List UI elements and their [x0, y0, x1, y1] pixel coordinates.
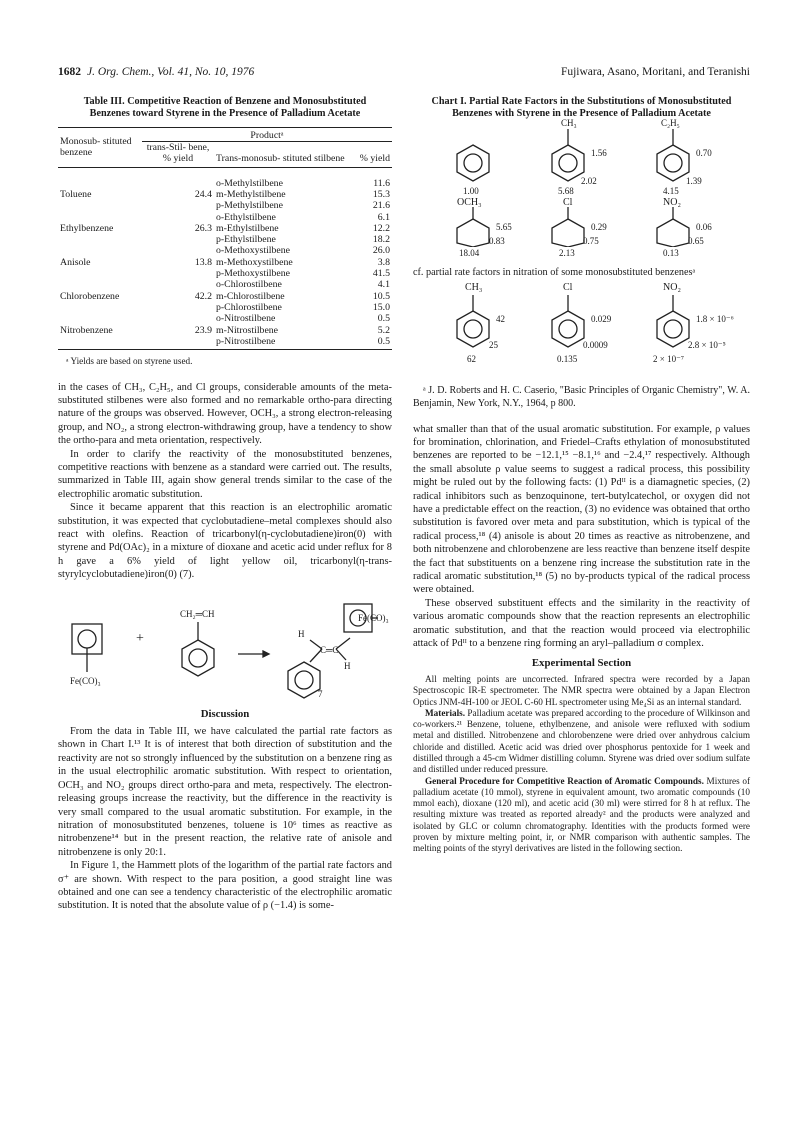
substituent-label: OCH₃: [457, 196, 482, 208]
table3-cell-yield: 26.0: [372, 245, 390, 257]
table3-header-product: Productᵃ: [142, 127, 392, 141]
fe-co3-label: Fe(CO)₃: [358, 612, 389, 623]
table3-cell-product: m-Nitrostilbene: [216, 324, 279, 336]
table3-row: [58, 189, 392, 200]
table3-cell-yield: 5.2: [377, 324, 390, 336]
table3-cell-yield: 12.2: [372, 222, 390, 234]
rate-factor: 1.00: [463, 185, 479, 196]
table3-cell-benzene: Anisole: [60, 256, 91, 268]
rate-factor: 0.13: [663, 247, 679, 258]
table3-cell-yield: 11.6: [373, 177, 390, 189]
table3-cell-benzene: [58, 313, 142, 324]
table3-header-yield: % yield: [359, 153, 390, 165]
general-procedure-heading: General Procedure for Competitive Reaction of Aromatic Compounds.: [425, 775, 704, 786]
table3-cell-stilbene: 42.2: [194, 290, 212, 302]
header-authors: Fujiwara, Asano, Moritani, and Teranishi: [560, 66, 750, 78]
body-paragraph: Since it became apparent that this reaction is an electrophilic aromatic substitution, it was expected that cyclobutadiene–metal complexes should also react with olefins. Reaction of tricarbonyl(η-cyclobutadiene)iron(0) with styrene and Pd(OAc)₂ in a mixture of dioxane and acetic acid under reflux for 8 h gave a 6% yield of light yellow oil, tricarbonyl(η-trans-styrylcyclobutadiene)iron(0) (7).: [58, 502, 392, 581]
body-paragraph: what smaller than that of the usual aromatic substitution. For example, ρ values for bromination, chlorination, and Friedel–Crafts ethylation of monosubstituted benzenes are reported to be −12.1,¹⁵ −8.1,¹⁶ and −2.4,¹⁷ respectively. Although the small absolute ρ value seems to suggest a radical process, this possibility might be ruled out by the following facts: (1) Pdᴵᴵ is a diamagnetic species, (2) radical inhibitors such as benzoquinone, tert-butylcatechol, or oxygen did not have a predictable effect on the reaction, (3) no evidence was obtained that ortho substitution is favored over meta and para substitution, which is typical of the radical process,¹⁸ (4) anisole is about 20 times as reactive as nitrobenzene, and both nitrobenzene and chlorobenzene are less reactive than benzene itself despite the fact that substituents on a benzene ring increase the substitution rate in the radical aromatic substitution,¹⁸ (5) no by-products typical of the radical process were obtained.: [413, 423, 750, 596]
rate-factor: 1.8 × 10⁻⁶: [696, 314, 734, 325]
table3-cell-benzene: [58, 279, 142, 290]
table3-row: [58, 178, 392, 189]
table3-cell-stilbene: [142, 336, 214, 347]
table3-cell-benzene: [58, 268, 142, 279]
table3-cell-stilbene: 23.9: [194, 324, 212, 336]
table3-cell-product: p-Methylstilbene: [216, 200, 283, 212]
table3-row: [58, 223, 392, 234]
table3-cell-product: p-Chlorostilbene: [216, 301, 282, 313]
table3-cell-stilbene: [142, 245, 214, 256]
table3-cell-yield: 18.2: [372, 234, 390, 246]
table3-caption: Table III. Competitive Reaction of Benzene and Monosubstituted Benzenes toward Styrene in the Presence of Palladium Acetate: [83, 96, 367, 120]
table3-row: [58, 291, 392, 302]
table3-row: [58, 234, 392, 245]
rate-factor: 1.39: [686, 175, 702, 186]
table3-row: [58, 200, 392, 211]
rate-factor: 18.04: [459, 247, 480, 258]
table3-cell-benzene: [58, 234, 142, 245]
rate-factor: 0.29: [591, 221, 607, 232]
body-paragraph: These observed substituent effects and the similarity in the reactivity of various aromatic compounds show that the reaction represents an electrophilic aromatic substitution, and that the reaction would proceed via electrophilic attack of Pdᴵᴵ to a benzene ring forming an aryl–palladium σ complex.: [413, 597, 750, 650]
table3-cell-stilbene: [142, 268, 214, 279]
table3-cell-benzene: [58, 200, 142, 211]
substituent-label: CH₃: [561, 117, 577, 128]
table3-cell-yield: 10.5: [372, 290, 390, 302]
rate-factor: 0.83: [489, 235, 505, 246]
substituent-label: Cl: [563, 282, 573, 294]
rate-factor: 0.029: [591, 314, 612, 325]
rate-factor: 25: [489, 340, 498, 351]
table3-cell-product: o-Methoxystilbene: [216, 245, 291, 257]
table3-cell-product: m-Ethylstilbene: [216, 222, 279, 234]
rate-factor: 2 × 10⁻⁷: [653, 354, 684, 365]
rate-factor: 0.0009: [583, 340, 608, 351]
table3-cell-product: p-Nitrostilbene: [216, 335, 276, 347]
left-column: [58, 96, 392, 913]
journal-citation: J. Org. Chem., Vol. 41, No. 10, 1976: [87, 66, 255, 78]
table3-cell-benzene: Toluene: [60, 189, 92, 200]
table3-cell-benzene: [58, 212, 142, 223]
table3-cell-stilbene: [142, 279, 214, 290]
table3-cell-yield: 4.1: [377, 279, 390, 291]
reaction-scheme-drawing: [58, 594, 392, 702]
table3-row: [58, 313, 392, 324]
table3-cell-stilbene: [142, 302, 214, 313]
substituent-label: NO₂: [663, 282, 681, 294]
materials-paragraph: [413, 708, 750, 776]
general-procedure-paragraph: [413, 776, 750, 855]
table3-row: [58, 245, 392, 256]
rate-factor: 5.65: [496, 221, 512, 232]
rate-factor: 5.68: [558, 185, 574, 196]
table3-cell-benzene: Ethylbenzene: [60, 222, 114, 234]
table3-row: [58, 279, 392, 290]
discussion-heading: Discussion: [200, 707, 250, 720]
rate-factor: 42: [496, 314, 505, 325]
body-paragraph: In Figure 1, the Hammett plots of the logarithm of the partial rate factors and σ⁺ are shown. With respect to the para position, a good straight line was obtained and one can see a tendency characteristic of the electrophilic aromatic substitution. It is noted that the absolute value of ρ (−1.4) is some-: [58, 860, 392, 912]
table3-cell-product: o-Nitrostilbene: [216, 313, 276, 325]
table3-cell-yield: 21.6: [372, 200, 390, 212]
substituent-label: Cl: [563, 196, 573, 208]
reaction-scheme: [58, 594, 392, 702]
table3-cell-yield: 0.5: [377, 335, 390, 347]
table3-header-monosub: Monosub- stituted benzene: [60, 135, 132, 159]
table3-header-trans: Trans-monosub- stituted stilbene: [216, 153, 345, 165]
right-column: [413, 96, 750, 855]
table3-row: [58, 257, 392, 268]
general-procedure-text: Mixtures of palladium acetate (10 mmol), styrene in equivalent amount, two aromatic compounds (10 mmol each), dioxane (120 ml), and acetic acid (30 ml) were stirred for 8 h at reflux. The resulting mixture was treated as reported already² and the products were analyzed and isolated by GLC or column chromatography. Identities with the products formed were proven by mixture melting point, ir, or NMR comparison with authentic samples. The melting points of the styryl derivatives are listed in the following section.: [413, 775, 751, 854]
table3-cell-benzene: Chlorobenzene: [60, 290, 120, 302]
table3-cell-product: m-Chlorostilbene: [216, 290, 285, 302]
table3-cell-stilbene: [142, 200, 214, 211]
table3-row: [58, 268, 392, 279]
table3-cell-yield: 6.1: [377, 211, 390, 223]
rate-factor: 2.02: [581, 175, 597, 186]
table3-cell-stilbene: 24.4: [194, 189, 212, 200]
table3-cell-product: o-Chlorostilbene: [216, 279, 282, 291]
table3-cell-stilbene: [142, 234, 214, 245]
substituent-label: CH₃: [465, 282, 483, 294]
substituent-label: NO₂: [663, 196, 681, 208]
rate-factor: 4.15: [663, 185, 679, 196]
table3-cell-yield: 41.5: [372, 268, 390, 280]
plus-sign: +: [136, 630, 144, 646]
chart1-cf-note: cf. partial rate factors in nitration of some monosubstituted benzenesᵃ: [413, 266, 696, 278]
body-paragraph: All melting points are uncorrected. Infrared spectra were recorded by a Japan Spectroscopic IR-E spectrometer. The NMR spectra were obtained by a Japan Electron Optics JNM-4H-100 or JEOL C-60 HL spectrometer using Me₄Si as an internal standard.: [413, 673, 750, 707]
materials-heading: Materials.: [425, 707, 466, 718]
substituent-label: C₂H₅: [661, 117, 680, 128]
table3-cell-stilbene: 13.8: [194, 256, 212, 268]
table3-cell-stilbene: [142, 178, 214, 189]
rate-factor: 2.13: [559, 247, 575, 258]
table3-cell-product: p-Ethylstilbene: [216, 234, 276, 246]
rate-factor: 0.135: [557, 354, 578, 365]
table3-row: [58, 325, 392, 336]
table3-cell-product: m-Methoxystilbene: [216, 256, 293, 268]
body-paragraph: In order to clarify the reactivity of the monosubstituted benzenes, competitive reactions with benzene as a standard were carried out. The results, summarized in Table III, again show general trends similar to the case of the electrophilic aromatic substitution.: [58, 448, 392, 500]
styrene-label: CH₂═CH: [180, 608, 215, 619]
table3-row: [58, 212, 392, 223]
table3-cell-benzene: [58, 245, 142, 256]
fe-co3-label: Fe(CO)₃: [70, 675, 101, 686]
table3-cell-benzene: [58, 302, 142, 313]
table3-cell-benzene: Nitrobenzene: [60, 324, 113, 336]
experimental-heading: Experimental Section: [531, 656, 632, 669]
table3-footnote: ᵃ Yields are based on styrene used.: [66, 356, 193, 367]
table3-cell-benzene: [58, 178, 142, 189]
table3-cell-yield: 15.0: [372, 301, 390, 313]
table3-row: [58, 336, 392, 347]
cc-label: C═C: [320, 644, 339, 655]
rate-factor: 0.70: [696, 147, 712, 158]
table3-cell-stilbene: [142, 212, 214, 223]
materials-text: Palladium acetate was prepared according to the procedure of Wilkinson and co-workers.²¹ Benzene, toluene, ethylbenzene, and anisole were refluxed with sodium metal and distilled. Nitrobenzene and chlorobenzene were dried over anhydrous calcium chloride and distilled. Acetic acid was dried over phosphorus pentoxide for 1 week and distilled through a 45-cm Widmer distilling column. Styrene was dried over sodium sulfate and distilled under reduced pressure.: [413, 707, 750, 775]
rate-factor: 1.56: [591, 147, 607, 158]
table3-row: [58, 302, 392, 313]
rate-factor: 2.8 × 10⁻⁵: [688, 340, 726, 351]
table3-cell-benzene: [58, 336, 142, 347]
table3-cell-yield: 0.5: [377, 313, 390, 325]
rate-factor: 0.06: [696, 221, 712, 232]
chart1-caption: Chart I. Partial Rate Factors in the Substitutions of Monosubstituted Benzenes with Styrene in the Presence of Palladium Acetate: [431, 96, 732, 120]
table3-cell-stilbene: [142, 313, 214, 324]
table3-cell-product: m-Methylstilbene: [216, 189, 286, 200]
h-label: H: [344, 660, 351, 671]
page-number: 1682: [58, 66, 81, 78]
rate-factor: 62: [467, 354, 476, 365]
compound-number: 7: [318, 688, 323, 699]
table3-cell-product: o-Ethylstilbene: [216, 211, 276, 223]
table3-cell-product: p-Methoxystilbene: [216, 268, 291, 280]
nitration-structures: [413, 283, 750, 377]
body-paragraph: in the cases of CH₃, C₂H₅, and Cl groups, considerable amounts of the meta-substituted stilbenes were also formed and no remarkable ortho-para directing nature of the groups was observed. However, OCH₃, a strong electron-releasing group, and NO₂, a strong electron-withdrawing group, have a tendency to show the ortho-para and meta orientation, respectively.: [58, 381, 392, 447]
chart1-structures: [413, 117, 750, 247]
table3-cell-stilbene: 26.3: [194, 222, 212, 234]
table3-cell-product: o-Methylstilbene: [216, 177, 283, 189]
rate-factor: 0.65: [688, 235, 704, 246]
table3-cell-yield: 15.3: [372, 189, 390, 200]
h-label: H: [298, 628, 305, 639]
body-paragraph: From the data in Table III, we have calculated the partial rate factors as shown in Chart I.¹³ It is of interest that both direction of substitution and the reactivity are not so strongly influenced by the substitution on a benzene ring as in the usual electrophilic aromatic substitution. With respect to orientation, OCH₃ and NO₂ groups direct ortho-para and meta, respectively. The electron-releasing groups increase the reactivity, but the difference in the reactivity is very small compared to the usual aromatic substitution. For example, in the nitration of monosubstituted benzenes, toluene is 10⁶ times as reactive as nitrobenzene¹⁴ but in the present reaction, the relative rate of anisole and nitrobenzene is only 20:1.: [58, 726, 392, 858]
table3-cell-yield: 3.8: [377, 256, 390, 268]
table3: [58, 127, 392, 347]
rate-factor: 0.75: [583, 235, 599, 246]
chart1-reference: ᵃ J. D. Roberts and H. C. Caserio, "Basic Principles of Organic Chemistry", W. A. Benjamin, New York, N.Y., 1964, p 800.: [413, 385, 750, 409]
table3-header-stilbene: trans-Stil- bene, % yield: [146, 142, 210, 165]
header-left: [58, 66, 254, 78]
